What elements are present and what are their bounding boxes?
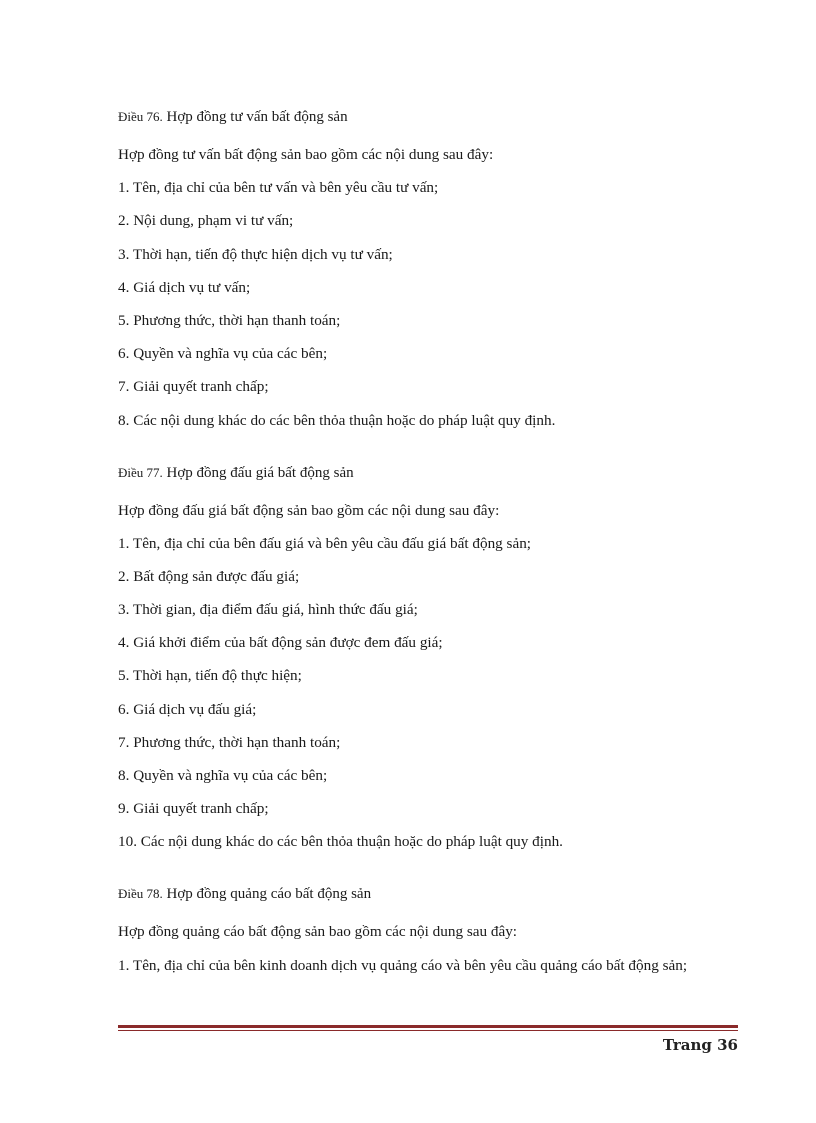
document-body <box>118 108 736 1009</box>
list-item: 6. Quyền và nghĩa vụ của các bên; <box>118 345 328 363</box>
list-item: 9. Giải quyết tranh chấp; <box>118 800 269 818</box>
article-title: Hợp đồng đấu giá bất động sản <box>166 464 354 481</box>
list-item: 4. Giá khởi điểm của bất động sản được đem đấu giá; <box>118 634 443 652</box>
article-76 <box>118 108 736 429</box>
article-77 <box>118 464 736 851</box>
list-item: 1. Tên, địa chỉ của bên kinh doanh dịch vụ quảng cáo và bên yêu cầu quảng cáo bất động sản; <box>118 956 688 974</box>
list-item: 8. Các nội dung khác do các bên thỏa thuận hoặc do pháp luật quy định. <box>118 411 556 429</box>
list-item: 3. Thời gian, địa điểm đấu giá, hình thức đấu giá; <box>118 601 418 619</box>
list-item: 5. Thời hạn, tiến độ thực hiện; <box>118 667 302 685</box>
article-title: Hợp đồng tư vấn bất động sản <box>166 109 348 125</box>
list-item: 6. Giá dịch vụ đấu giá; <box>118 700 257 718</box>
article-heading <box>118 885 736 903</box>
list-item: 4. Giá dịch vụ tư vấn; <box>118 278 251 296</box>
list-item: 2. Bất động sản được đấu giá; <box>118 567 300 585</box>
article-number: Điều 77. <box>118 464 163 480</box>
article-intro: Hợp đồng quảng cáo bất động sản bao gồm các nội dung sau đây: <box>118 923 518 941</box>
article-heading <box>118 108 736 126</box>
footer-divider-thick <box>118 1025 738 1028</box>
list-item: 5. Phương thức, thời hạn thanh toán; <box>118 311 341 329</box>
article-intro: Hợp đồng tư vấn bất động sản bao gồm các nội dung sau đây: <box>118 146 494 163</box>
list-item: 7. Giải quyết tranh chấp; <box>118 378 269 396</box>
article-number: Điều 76. <box>118 109 163 124</box>
article-heading <box>118 464 736 482</box>
list-item: 3. Thời hạn, tiến độ thực hiện dịch vụ tư vấn; <box>118 245 393 263</box>
list-item: 2. Nội dung, phạm vi tư vấn; <box>118 212 294 230</box>
article-title: Hợp đồng quảng cáo bất động sản <box>166 886 372 903</box>
list-item: 8. Quyền và nghĩa vụ của các bên; <box>118 767 328 784</box>
footer-divider-thin <box>118 1030 738 1031</box>
list-item: 10. Các nội dung khác do các bên thỏa thuận hoặc do pháp luật quy định. <box>118 833 563 851</box>
article-number: Điều 78. <box>118 886 163 902</box>
list-item: 7. Phương thức, thời hạn thanh toán; <box>118 733 341 751</box>
article-78 <box>118 885 736 973</box>
list-item: 1. Tên, địa chỉ của bên tư vấn và bên yêu cầu tư vấn; <box>118 179 439 197</box>
article-intro: Hợp đồng đấu giá bất động sản bao gồm các nội dung sau đây: <box>118 501 500 519</box>
list-item: 1. Tên, địa chỉ của bên đấu giá và bên yêu cầu đấu giá bất động sản; <box>118 534 532 552</box>
page-number: Trang 36 <box>662 1036 738 1054</box>
